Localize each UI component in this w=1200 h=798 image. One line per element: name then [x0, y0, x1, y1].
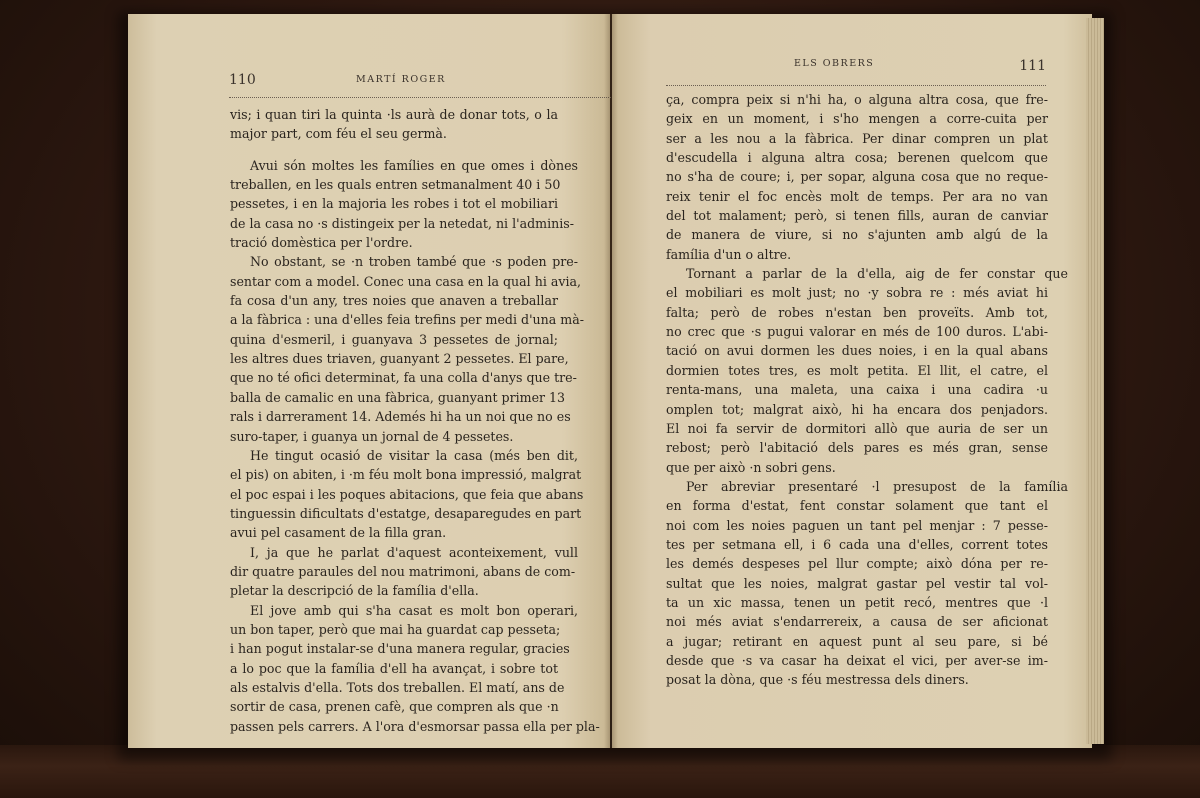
text-line: geix en un moment, i s'ho mengen a corre-cuita per [666, 111, 1048, 127]
text-line: noi com les noies paguen un tant pel menjar : 7 pesse- [666, 517, 1048, 533]
text-line: noi més aviat s'endarrereix, a causa de ser aficionat [666, 614, 1048, 630]
right-page-body [666, 90, 1068, 690]
text-line: als estalvis d'ella. Tots dos treballen. El matí, ans de [230, 679, 565, 695]
text-line: quina d'esmeril, i guanyava 3 pessetes de jornal; [230, 331, 558, 347]
text-line: avui pel casament de la filla gran. [230, 525, 447, 541]
text-line: No obstant, se ·n troben també que ·s poden pre- [250, 254, 578, 270]
text-line: sentar com a model. Conec una casa en la qual hi avia, [230, 273, 582, 289]
text-line: balla de camalic en una fàbrica, guanyant primer 13 [230, 389, 566, 405]
text-line: el pis) on abiten, i ·m féu molt bona impressió, malgrat [230, 467, 582, 483]
running-head-right [666, 58, 1046, 86]
text-line: Avui són moltes les famílies en que omes i dònes [250, 157, 578, 173]
page-number-left: 110 [229, 72, 256, 88]
text-line: tació on avui dormen les dues noies, i en la qual abans [666, 343, 1048, 359]
text-line: d'escudella i alguna altra cosa; berenen quelcom que [666, 150, 1048, 166]
text-line: El noi fa servir de dormitori allò que auria de ser un [666, 420, 1048, 436]
text-line: no crec que ·s pugui valorar en més de 100 duros. L'abi- [666, 324, 1048, 340]
text-line: renta-mans, una maleta, una caixa i una cadira ·u [666, 382, 1048, 398]
text-line: tes per setmana ell, i 6 cada una d'elles, corrent totes [666, 536, 1048, 552]
text-line: treballen, en les quals entren setmanalment 40 i 50 [230, 177, 561, 193]
text-line: que per això ·n sobri gens. [666, 459, 836, 475]
text-line: falta; però de robes n'estan ben proveïts. Amb tot, [666, 304, 1048, 320]
left-page-body [230, 105, 600, 736]
text-line: de manera de viure, si no s'ajunten amb algú de la [666, 227, 1048, 243]
text-line: que no té ofici determinat, fa una colla d'anys que tre- [230, 370, 577, 386]
text-line: no s'ha de coure; i, per sopar, alguna cosa que no reque- [666, 169, 1048, 185]
text-line: a lo poc que la família d'ell ha avançat, i sobre tot [230, 660, 558, 676]
text-line: sultat que les noies, malgrat gastar pel vestir tal vol- [666, 575, 1048, 591]
text-line: ça, compra peix si n'hi ha, o alguna altra cosa, que fre- [666, 92, 1048, 107]
text-line: fa cosa d'un any, tres noies que anaven a treballar [230, 293, 558, 309]
text-line: del tot malament; però, si tenen fills, auran de canviar [666, 208, 1048, 224]
left-page [128, 14, 610, 748]
running-head-title-right: ELS OBRERS [794, 58, 875, 69]
text-line: pessetes, i en la majoria les robes i tot el mobiliari [230, 196, 558, 212]
text-line: ser a les nou a la fàbrica. Per dinar compren un plat [666, 130, 1048, 146]
text-line: família d'un o altre. [666, 246, 792, 262]
book-gutter [604, 14, 618, 748]
text-line: pletar la descripció de la família d'ella. [230, 583, 479, 599]
text-line: de la casa no ·s distingeix per la netedat, ni l'adminis- [230, 215, 574, 231]
running-head-title-left: MARTÍ ROGER [356, 74, 446, 85]
text-line: desde que ·s va casar ha deixat el vici, per aver-se im- [666, 652, 1048, 668]
text-line: El jove amb qui s'ha casat es molt bon operari, [250, 602, 578, 618]
text-line: en forma d'estat, fent constar solament que tant el [666, 498, 1048, 514]
text-line: Tornant a parlar de la d'ella, aig de fer constar que [686, 266, 1068, 282]
page-block-edge [1086, 18, 1104, 744]
text-line: Per abreviar presentaré ·l presupost de la família [686, 478, 1068, 494]
text-line: sortir de casa, prenen cafè, que compren als que ·n [230, 699, 559, 715]
text-line: rebost; però l'abitació dels pares es més gran, sense [666, 440, 1048, 456]
text-line: omplen tot; malgrat això, hi ha encara dos penjadors. [666, 401, 1048, 417]
page-number-right: 111 [1019, 58, 1046, 74]
text-line: I, ja que he parlat d'aquest aconteixement, vull [250, 544, 578, 560]
text-line: el poc espai i les poques abitacions, que feia que abans [230, 486, 584, 502]
text-line: a la fàbrica : una d'elles feia trefins per medi d'una mà- [230, 312, 584, 328]
text-line: dormien totes tres, es molt petita. El llit, el catre, el [666, 362, 1048, 378]
text-line: ta un xic massa, tenen un petit recó, mentres que ·l [666, 594, 1048, 610]
right-page [612, 14, 1092, 748]
paragraph-gap [230, 144, 558, 156]
text-line: tració domèstica per l'ordre. [230, 235, 413, 251]
text-line: les altres dues triaven, guanyant 2 pessetes. El pare, [230, 351, 569, 367]
text-line: rals i darrerament 14. Ademés hi ha un noi que no es [230, 409, 571, 425]
text-line: posat la dòna, que ·s féu mestressa dels diners. [666, 672, 969, 688]
text-line: vis; i quan tiri la quinta ·ls aurà de donar tots, o la [230, 107, 558, 122]
text-line: suro-taper, i guanya un jornal de 4 pessetes. [230, 428, 514, 444]
text-line: un bon taper, però que mai ha guardat cap pesseta; [230, 621, 561, 637]
text-line: tinguessin dificultats d'estatge, desaparegudes en part [230, 505, 582, 521]
text-line: i han pogut instalar-se d'una manera regular, gracies [230, 641, 570, 657]
text-line: major part, com féu el seu germà. [230, 126, 447, 142]
text-line: a jugar; retirant en aquest punt al seu pare, si bé [666, 633, 1048, 649]
text-line: He tingut ocasió de visitar la casa (més ben dit, [250, 447, 578, 463]
text-line: reix tenir el foc encès molt de temps. Per ara no van [666, 188, 1048, 204]
text-line: les demés despeses pel llur compte; això dóna per re- [666, 556, 1048, 572]
text-line: passen pels carrers. A l'ora d'esmorsar passa ella per pla- [230, 718, 600, 734]
text-line: el mobiliari es molt just; no ·y sobra re : més aviat hi [666, 285, 1048, 301]
text-line: dir quatre paraules del nou matrimoni, abans de com- [230, 563, 576, 579]
